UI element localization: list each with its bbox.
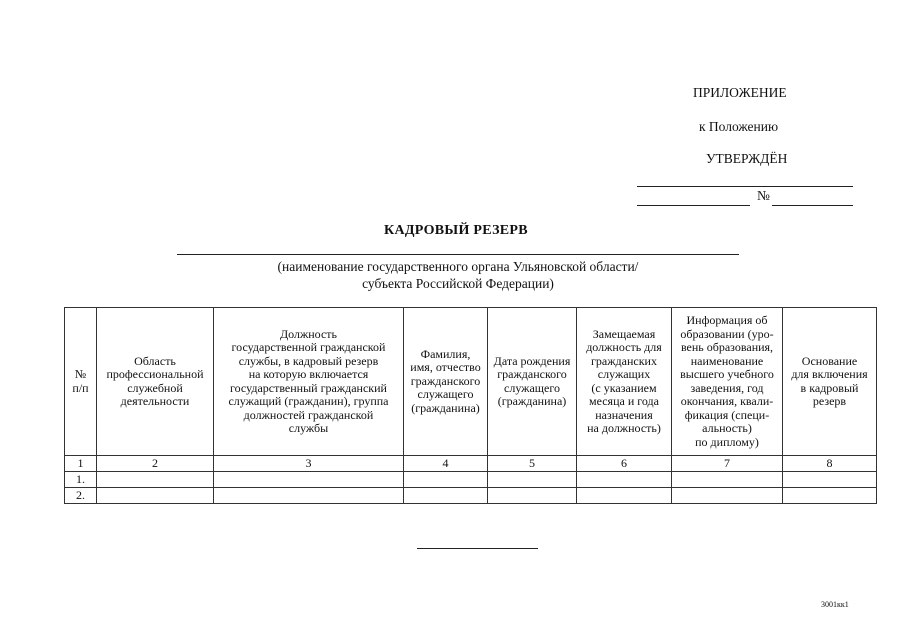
table-cell [97,472,214,488]
table-cell [783,472,877,488]
page-title: КАДРОВЫЙ РЕЗЕРВ [384,223,528,238]
approved-label: УТВЕРЖДЁН [706,151,788,166]
table-row [65,472,877,488]
column-number: 1 [65,456,97,472]
closing-line [417,548,538,549]
col-header-inclusion-basis: Основание для включения в кадровый резерв [783,308,877,456]
table-cell [672,472,783,488]
row-number: 1. [65,472,97,488]
column-number-row [65,456,877,472]
approval-number-line [772,205,853,206]
appendix-heading: ПРИЛОЖЕНИЕ [693,85,787,100]
subtitle-line-2: субъекта Российской Федерации) [362,276,554,291]
col-header-education: Информация об образовании (уро- вень образования, наименование высшего учебного заведения, год окончания, квали- фикация (специ- альность) по диплому) [672,308,783,456]
organ-name-line [177,254,739,255]
column-number: 8 [783,456,877,472]
col-header-number: № п/п [65,308,97,456]
table-cell [577,472,672,488]
column-number: 6 [577,456,672,472]
table-cell [672,488,783,504]
column-number: 3 [214,456,404,472]
row-number: 2. [65,488,97,504]
reserve-table [64,307,877,504]
table-cell [404,488,488,504]
approval-line-1 [637,186,853,187]
table-cell [97,488,214,504]
subtitle-line-1: (наименование государственного органа Ульяновской области/ [277,259,639,274]
column-number: 4 [404,456,488,472]
approval-date-line [637,205,750,206]
table-cell [488,488,577,504]
table-cell [214,488,404,504]
col-header-current-position: Замещаемая должность для гражданских служащих (с указанием месяца и года назначения на должность) [577,308,672,456]
column-number: 7 [672,456,783,472]
table-header-row [65,308,877,456]
table-cell [488,472,577,488]
document-code: 3001кк1 [821,600,849,609]
table-cell [214,472,404,488]
table-row [65,488,877,504]
col-header-position: Должность государственной гражданской службы, в кадровый резерв на которую включается государственный гражданский служащий (гражданин), группа должностей гражданской службы [214,308,404,456]
column-number: 5 [488,456,577,472]
col-header-full-name: Фамилия, имя, отчество гражданского служащего (гражданина) [404,308,488,456]
col-header-birth-date: Дата рождения гражданского служащего (гражданина) [488,308,577,456]
to-regulation-label: к Положению [699,119,779,134]
table-cell [577,488,672,504]
table-cell [404,472,488,488]
table-cell [783,488,877,504]
number-sign: № [757,188,770,203]
column-number: 2 [97,456,214,472]
col-header-activity-area: Область профессиональной служебной деятельности [97,308,214,456]
